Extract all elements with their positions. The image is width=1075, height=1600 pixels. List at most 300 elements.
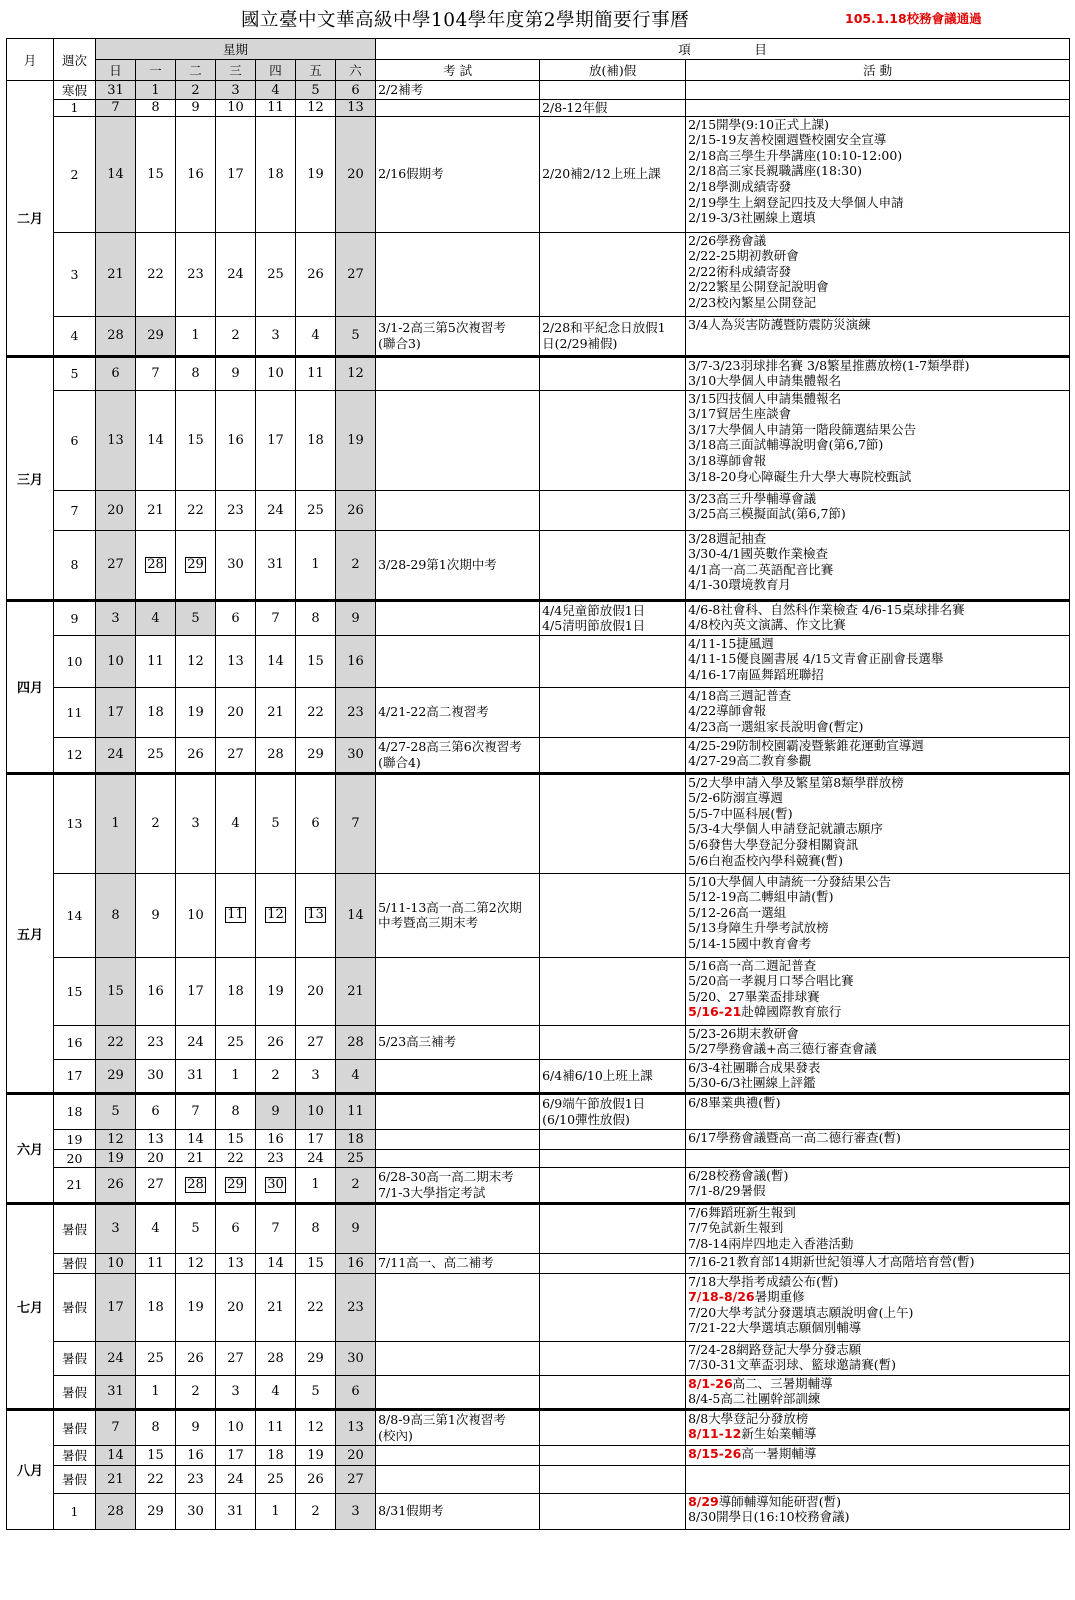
month-label: 七月 [7, 1203, 54, 1409]
holiday-cell [540, 530, 686, 600]
day-number: 1 [271, 1503, 280, 1519]
day-number: 18 [147, 1299, 164, 1315]
activity-cell [686, 116, 1070, 232]
day-cell [96, 530, 136, 600]
day-cell [296, 356, 336, 390]
holiday-cell [540, 957, 686, 1025]
day-cell [96, 773, 136, 873]
item-line: 3/28-29第1次期中考 [378, 556, 497, 572]
week-row [7, 356, 1070, 390]
item-line: 8/1-26高二、三暑期輔導 [688, 1375, 833, 1391]
item-line: 3/1-2高三第5次複習考 [378, 320, 506, 335]
item-line: 8/8-9高三第1次複習考 [378, 1412, 506, 1427]
weekday-header-row [7, 60, 1070, 81]
day-number: 18 [227, 983, 244, 999]
week-number: 寒假 [54, 81, 96, 100]
day-cell [256, 81, 296, 100]
item-line: 4/1-30環境教育月 [688, 577, 791, 593]
day-cell [96, 1253, 136, 1273]
day-number: 7 [111, 1420, 120, 1436]
day-number: 22 [187, 502, 204, 518]
day-cell [216, 316, 256, 356]
day-cell [136, 1409, 176, 1445]
day-number: 27 [107, 557, 124, 573]
day-cell [96, 316, 136, 356]
day-cell [256, 1465, 296, 1493]
day-cell [336, 1025, 376, 1059]
page-title: 國立臺中文華高級中學104學年度第2學期簡要行事曆 [241, 10, 690, 31]
day-number: 12 [307, 100, 324, 116]
week-number: 暑假 [54, 1341, 96, 1375]
week-row [7, 687, 1070, 737]
item-line: 3/18-20身心障礙生升大學大專院校甄試 [688, 468, 912, 484]
week-row [7, 1129, 1070, 1149]
day-number: 12 [307, 1420, 324, 1436]
school-calendar-table [6, 38, 1070, 1530]
activity-cell [686, 957, 1070, 1025]
weekday-header: 五 [296, 60, 336, 81]
day-number: 5 [191, 610, 200, 626]
day-number: 18 [267, 166, 284, 182]
day-cell [216, 232, 256, 316]
day-cell [256, 100, 296, 117]
day-number: 7 [191, 1104, 200, 1120]
day-cell [296, 1341, 336, 1375]
activity-cell [686, 1203, 1070, 1253]
holiday-cell [540, 600, 686, 635]
item-line: 8/31假期考 [378, 1503, 444, 1519]
exam-cell [376, 635, 540, 687]
day-cell [216, 1409, 256, 1445]
item-line: 6/8畢業典禮(暫) [688, 1094, 781, 1110]
month-label: 三月 [7, 356, 54, 600]
day-cell [96, 356, 136, 390]
item-line: 8/4-5高二社團幹部訓練 [688, 1391, 821, 1407]
day-cell [256, 1493, 296, 1529]
activity-cell [686, 232, 1070, 316]
day-cell [296, 957, 336, 1025]
exam-cell [376, 1409, 540, 1445]
day-cell [176, 530, 216, 600]
week-number: 暑假 [54, 1273, 96, 1341]
activity-cell [686, 316, 1070, 356]
day-cell [296, 100, 336, 117]
item-line: 7/1-8/29暑假 [688, 1183, 766, 1199]
day-cell [216, 1149, 256, 1167]
day-number: 13 [307, 907, 324, 923]
day-number: 2 [271, 1068, 280, 1084]
item-line: 3/10大學個人申請集體報名 [688, 373, 842, 389]
day-cell [136, 737, 176, 773]
weekday-header: 日 [96, 60, 136, 81]
exam-cell [376, 1203, 540, 1253]
day-number: 6 [231, 610, 240, 626]
day-cell [216, 873, 256, 957]
item-line: 4/16-17南區舞蹈班聯招 [688, 666, 824, 682]
day-cell [176, 773, 216, 873]
item-line: 5/16-21赴韓國際教育旅行 [688, 1004, 842, 1020]
day-cell [216, 1203, 256, 1253]
activity-cell [686, 530, 1070, 600]
day-number: 5 [111, 1104, 120, 1120]
activity-cell [686, 773, 1070, 873]
item-line: 2/23校內繁星公開登記 [688, 294, 817, 310]
item-line: 6/28校務會議(暫) [688, 1167, 789, 1183]
week-row [7, 1341, 1070, 1375]
item-line: 4/18高三週記普查 [688, 687, 792, 703]
calendar-body [7, 81, 1070, 1530]
day-number: 25 [267, 266, 284, 282]
item-line: 8/15-26高一暑期輔導 [688, 1445, 817, 1461]
day-number: 27 [227, 747, 244, 763]
item-line: 7/20大學考試分發選填志願說明會(上午) [688, 1304, 914, 1320]
day-cell [136, 232, 176, 316]
day-cell [216, 81, 256, 100]
day-number: 5 [271, 816, 280, 832]
activity-cell [686, 873, 1070, 957]
day-number: 29 [307, 1350, 324, 1366]
day-number: 29 [147, 1503, 164, 1519]
day-cell [296, 1253, 336, 1273]
day-number: 22 [147, 266, 164, 282]
day-cell [296, 81, 336, 100]
holiday-cell [540, 873, 686, 957]
day-cell [296, 1025, 336, 1059]
item-line: 2/8-12年假 [542, 100, 608, 115]
exam-cell [376, 600, 540, 635]
highlighted-date: 7/18-8/26 [688, 1289, 755, 1305]
day-cell [176, 116, 216, 232]
week-row [7, 1059, 1070, 1093]
week-header: 週次 [54, 39, 96, 81]
month-header: 月 [7, 39, 54, 81]
week-row [7, 1445, 1070, 1465]
day-number: 1 [151, 1384, 160, 1400]
item-line: 2/20補2/12上班上課 [542, 166, 661, 182]
day-number: 9 [271, 1104, 280, 1120]
day-number: 6 [111, 366, 120, 382]
day-cell [216, 1253, 256, 1273]
day-number: 30 [187, 1503, 204, 1519]
week-row [7, 957, 1070, 1025]
month-label: 五月 [7, 773, 54, 1093]
week-row [7, 490, 1070, 530]
day-number: 17 [307, 1131, 324, 1147]
exam-cell [376, 232, 540, 316]
day-cell [216, 600, 256, 635]
day-number: 31 [107, 1384, 124, 1400]
exam-cell [376, 1167, 540, 1203]
item-line: 3/23高三升學輔導會議 [688, 490, 817, 506]
day-cell [256, 232, 296, 316]
day-number: 2 [311, 1503, 320, 1519]
item-line: 3/18高三面試輔導說明會(第6,7節) [688, 437, 884, 453]
exam-cell [376, 1375, 540, 1409]
day-number: 25 [227, 1034, 244, 1050]
day-number: 14 [267, 1255, 284, 1271]
exam-cell [376, 81, 540, 100]
day-number: 19 [307, 166, 324, 182]
day-cell [216, 1093, 256, 1129]
day-number: 20 [147, 1150, 164, 1166]
day-number: 28 [147, 556, 164, 572]
day-cell [296, 1203, 336, 1253]
day-cell [296, 1273, 336, 1341]
item-line: 5/2-6防溺宣導週 [688, 790, 783, 806]
day-cell [216, 116, 256, 232]
day-cell [136, 356, 176, 390]
item-line: 3/25高三模擬面試(第6,7節) [688, 506, 846, 522]
holiday-cell [540, 390, 686, 490]
day-cell [176, 1059, 216, 1093]
day-number: 18 [147, 704, 164, 720]
item-line: 5/23-26期末教研會 [688, 1025, 799, 1041]
day-cell [256, 600, 296, 635]
week-row [7, 81, 1070, 100]
day-number: 30 [227, 557, 244, 573]
item-line: 3/15四技個人申請集體報名 [688, 390, 842, 406]
day-cell [296, 773, 336, 873]
day-cell [296, 1465, 336, 1493]
item-line: 7/7免試新生報到 [688, 1220, 784, 1236]
day-number: 7 [351, 816, 360, 832]
week-number: 18 [54, 1093, 96, 1129]
day-cell [176, 1253, 216, 1273]
day-number: 13 [107, 432, 124, 448]
day-cell [136, 1445, 176, 1465]
item-line: 3/4人為災害防護暨防震防災演練 [688, 316, 871, 332]
item-line: 4/27-29高二教育參觀 [688, 753, 812, 769]
day-cell [296, 232, 336, 316]
week-row [7, 116, 1070, 232]
day-cell [296, 316, 336, 356]
item-line: 4/11-15優良圖書展 4/15文青會正副會長選舉 [688, 651, 944, 667]
day-cell [256, 1375, 296, 1409]
week-number: 17 [54, 1059, 96, 1093]
week-number: 15 [54, 957, 96, 1025]
day-number: 7 [111, 100, 120, 116]
day-cell [136, 81, 176, 100]
week-row [7, 737, 1070, 773]
week-row [7, 232, 1070, 316]
week-number: 7 [54, 490, 96, 530]
week-number: 暑假 [54, 1253, 96, 1273]
week-row [7, 530, 1070, 600]
day-number: 4 [311, 328, 320, 344]
week-row [7, 316, 1070, 356]
day-number: 16 [347, 653, 364, 669]
week-number: 3 [54, 232, 96, 316]
day-cell [96, 1493, 136, 1529]
week-number: 暑假 [54, 1445, 96, 1465]
day-number: 12 [107, 1131, 124, 1147]
day-cell [256, 1253, 296, 1273]
day-cell [256, 1445, 296, 1465]
day-cell [176, 1203, 216, 1253]
week-row [7, 390, 1070, 490]
day-number: 23 [347, 1299, 364, 1315]
day-number: 9 [351, 610, 360, 626]
week-number: 5 [54, 356, 96, 390]
day-number: 16 [267, 1131, 284, 1147]
day-cell [136, 1273, 176, 1341]
item-line: 4/21-22高二複習考 [378, 704, 489, 720]
day-cell [336, 957, 376, 1025]
item-line: 6/3-4社團聯合成果發表 [688, 1059, 821, 1075]
day-number: 18 [307, 432, 324, 448]
day-cell [216, 1445, 256, 1465]
day-cell [256, 316, 296, 356]
week-number: 20 [54, 1149, 96, 1167]
day-cell [176, 1025, 216, 1059]
day-number: 14 [267, 653, 284, 669]
day-cell [96, 1167, 136, 1203]
highlighted-date: 8/29 [688, 1493, 719, 1509]
day-cell [256, 490, 296, 530]
day-cell [256, 1025, 296, 1059]
exam-cell [376, 737, 540, 773]
day-cell [216, 1025, 256, 1059]
week-number: 暑假 [54, 1465, 96, 1493]
day-cell [176, 356, 216, 390]
highlighted-date: 8/1-26 [688, 1375, 733, 1391]
item-line: 7/24-28網路登記大學分發志願 [688, 1341, 862, 1357]
day-number: 29 [307, 747, 324, 763]
day-cell [176, 600, 216, 635]
day-cell [176, 1375, 216, 1409]
day-number: 19 [107, 1150, 124, 1166]
day-cell [216, 957, 256, 1025]
day-cell [216, 1375, 256, 1409]
item-line: 6/9端午節放假1日 [542, 1096, 646, 1111]
day-number: 8 [231, 1104, 240, 1120]
day-number: 12 [267, 907, 284, 923]
holiday-header: 放(補)假 [540, 60, 686, 81]
exam-cell [376, 116, 540, 232]
day-number: 26 [107, 1177, 124, 1193]
day-number: 21 [267, 1299, 284, 1315]
item-line: 3/28週記抽查 [688, 530, 767, 546]
item-line: 8/11-12新生始業輔導 [688, 1426, 817, 1442]
holiday-cell [540, 81, 686, 100]
day-cell [136, 1375, 176, 1409]
day-number: 6 [351, 1384, 360, 1400]
month-label: 六月 [7, 1093, 54, 1203]
day-number: 4 [271, 1384, 280, 1400]
day-number: 19 [267, 983, 284, 999]
item-line: 5/30-6/3社團線上評鑑 [688, 1075, 816, 1091]
day-number: 8 [151, 100, 160, 116]
day-number: 6 [311, 816, 320, 832]
holiday-cell [540, 232, 686, 316]
day-number: 2 [351, 557, 360, 573]
holiday-cell [540, 1253, 686, 1273]
day-cell [256, 873, 296, 957]
day-cell [336, 81, 376, 100]
month-label: 四月 [7, 600, 54, 773]
week-number: 暑假 [54, 1409, 96, 1445]
day-cell [336, 390, 376, 490]
holiday-cell [540, 100, 686, 117]
day-number: 4 [151, 1221, 160, 1237]
item-line: 2/16假期考 [378, 166, 444, 182]
day-cell [296, 600, 336, 635]
day-cell [296, 1167, 336, 1203]
week-row [7, 1493, 1070, 1529]
day-number: 19 [187, 704, 204, 720]
day-cell [96, 100, 136, 117]
item-line: 2/26學務會議 [688, 232, 767, 248]
exam-cell [376, 1025, 540, 1059]
exam-cell [376, 390, 540, 490]
highlighted-date: 8/15-26 [688, 1445, 742, 1461]
day-number: 20 [227, 1299, 244, 1315]
week-row [7, 1273, 1070, 1341]
day-number: 14 [187, 1131, 204, 1147]
exam-cell [376, 1445, 540, 1465]
exam-cell [376, 1253, 540, 1273]
day-cell [136, 1025, 176, 1059]
day-number: 8 [191, 366, 200, 382]
item-line: (聯合4) [378, 754, 421, 770]
day-cell [176, 1341, 216, 1375]
day-number: 31 [107, 82, 124, 98]
day-cell [96, 635, 136, 687]
item-line: 8/8大學登記分發放榜 [688, 1410, 809, 1426]
week-number: 2 [54, 116, 96, 232]
day-cell [176, 1273, 216, 1341]
day-cell [336, 356, 376, 390]
day-cell [216, 100, 256, 117]
week-row [7, 635, 1070, 687]
day-cell [256, 773, 296, 873]
holiday-cell [540, 1059, 686, 1093]
day-number: 17 [107, 704, 124, 720]
day-number: 11 [347, 1104, 364, 1120]
day-number: 13 [227, 1255, 244, 1271]
day-number: 13 [347, 100, 364, 116]
day-cell [336, 1253, 376, 1273]
day-number: 12 [187, 653, 204, 669]
day-number: 15 [307, 1255, 324, 1271]
day-number: 2 [351, 1177, 360, 1193]
item-line: 7/18-8/26暑期重修 [688, 1289, 805, 1305]
day-number: 27 [227, 1350, 244, 1366]
holiday-cell [540, 737, 686, 773]
day-cell [176, 1093, 216, 1129]
weekday-header: 六 [336, 60, 376, 81]
activity-header: 活 動 [686, 60, 1070, 81]
day-cell [136, 1167, 176, 1203]
item-line: 2/15-19友善校園週暨校園安全宣導 [688, 132, 887, 148]
weekday-header: 二 [176, 60, 216, 81]
activity-cell [686, 490, 1070, 530]
holiday-cell [540, 316, 686, 356]
day-cell [336, 737, 376, 773]
activity-cell [686, 1375, 1070, 1409]
day-cell [96, 1445, 136, 1465]
day-cell [96, 1375, 136, 1409]
day-number: 10 [107, 653, 124, 669]
exam-cell [376, 773, 540, 873]
exam-cell [376, 1273, 540, 1341]
day-number: 27 [307, 1034, 324, 1050]
day-cell [256, 356, 296, 390]
day-cell [336, 100, 376, 117]
day-number: 13 [347, 1420, 364, 1436]
day-number: 8 [111, 907, 120, 923]
day-cell [96, 687, 136, 737]
